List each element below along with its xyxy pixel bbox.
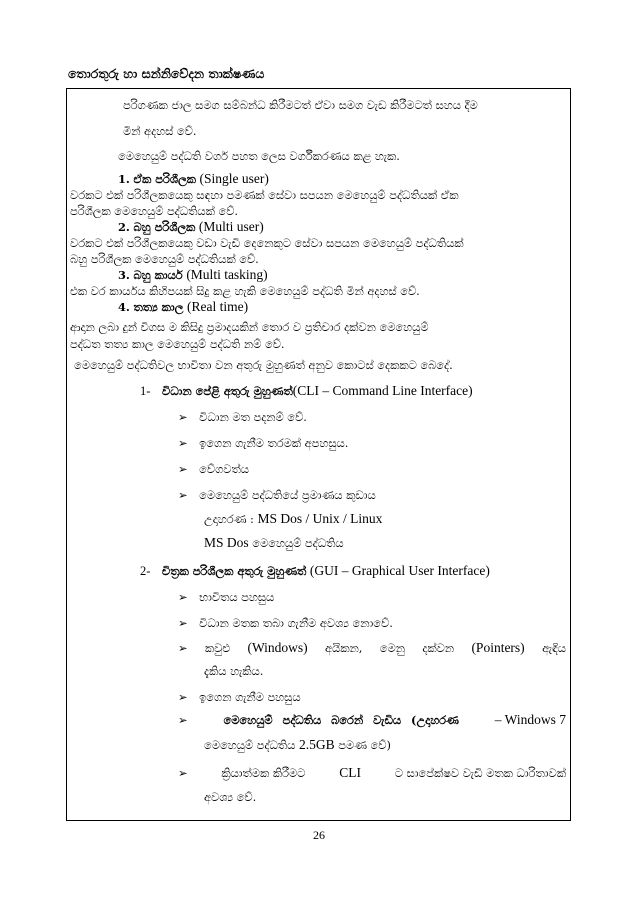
cli-point-2-text: ඉගෙන ගැනීම තරමක් අපහසුය. [199, 436, 349, 450]
gui-point-3-c: අයිකන, [325, 641, 363, 655]
gui-point-5-cont-end: පමණ වේ) [338, 738, 391, 752]
cli-example-2 [204, 536, 344, 550]
cli-point-1 [178, 410, 307, 424]
gui-num: 2- [140, 564, 151, 578]
gui-heading [140, 564, 490, 578]
gui-point-3-d: මෙනු [379, 641, 405, 655]
gui-en: (GUI – Graphical User Interface) [309, 563, 490, 578]
cli-example-label: උදාහරණ : [204, 512, 254, 526]
gui-point-1-text: භාවිතය පහසුය [199, 590, 275, 604]
intro-line-1: පරිගණක ජාල සමග සම්බන්ධ කිරීමටත් ඒවා සමග වැඩ කිරීමටත් සහය දීම [123, 98, 478, 112]
type-3-desc-1: එක වර කාර්යය කිහිපයක් සිදු කළ හැකි මෙහෙයුම් පද්ධති මින් අදහස් වේ. [70, 284, 420, 298]
cli-example [204, 512, 382, 526]
type-1-name: ඒක පරිශීලක [133, 172, 196, 186]
gui-point-6-b: CLI [339, 765, 361, 780]
bullet-icon: ➢ [178, 713, 188, 727]
intro-line-2: මින් අදහස් වේ. [123, 124, 197, 138]
bullet-icon: ➢ [178, 410, 188, 424]
type-3-name: බහු කාර්ය [133, 268, 183, 282]
type-1-desc-2: පරිශීලක මෙහෙයුම් පද්ධතියක් වේ. [70, 204, 239, 218]
cli-point-2 [178, 436, 348, 450]
intro-line-3: මෙහෙයුම් පද්ධති වර්ග පහත ලෙස වර්ගීකරණය කළ හැක. [118, 149, 400, 163]
gui-point-3-f: (Pointers) [471, 640, 525, 655]
type-3-title [118, 268, 268, 282]
cli-num: 1- [140, 384, 151, 398]
gui-point-4 [178, 690, 301, 704]
type-4-name: තත්‍ය කාල [133, 300, 184, 314]
bullet-icon: ➢ [178, 462, 188, 476]
bullet-icon: ➢ [178, 690, 188, 704]
cli-point-3 [178, 462, 249, 476]
gui-point-3-g: ඇඳිය [542, 641, 566, 655]
bullet-icon: ➢ [178, 436, 188, 450]
type-4-desc-2: පද්ධත තත්‍ය කාල මෙහෙයුම් පද්ධති නම් වේ. [70, 337, 285, 351]
gui-point-6-c: ට සාපේක්ෂව වැඩි මතක ධාරිතාවක් [394, 766, 566, 780]
type-3-num: 3. [118, 268, 130, 282]
gui-point-3 [178, 641, 566, 655]
gui-point-5-en: – Windows 7 [494, 712, 566, 727]
type-4-en: (Real time) [186, 299, 249, 314]
cli-point-3-text: වේගවත්ය [199, 462, 249, 476]
bullet-icon: ➢ [178, 641, 188, 655]
type-2-desc-2: බහු පරිශීලක මෙහෙයුම් පද්ධතියක් වේ. [70, 252, 259, 266]
gui-title: චිත්‍රක පරිශීලක අතුරු මුහුණත් [162, 564, 307, 578]
cli-point-4 [178, 488, 376, 502]
gui-point-5-bold: මෙහෙයුම් පද්ධතිය බරෙන් වැඩිය (උදාහරණ [223, 713, 459, 727]
gui-point-2 [178, 616, 393, 630]
gui-point-6 [178, 766, 566, 780]
cli-point-1-text: විධාන මත පදනම් වේ. [199, 410, 307, 424]
cli-en: (CLI – Command Line Interface) [292, 383, 473, 398]
bullet-icon: ➢ [178, 766, 188, 780]
gui-point-5-cont-si: මෙහෙයුම් පද්ධතිය [204, 738, 296, 752]
page-number: 26 [313, 828, 325, 842]
interfaces-intro: මෙහෙයුම් පද්ධතිවල භාවිතා වන අතුරු මුහුණත් අනුව කොටස් දෙකකට බෙදේ. [74, 358, 453, 372]
bullet-icon: ➢ [178, 616, 188, 630]
gui-point-3-b: (Windows) [247, 640, 308, 655]
gui-point-1 [178, 590, 274, 604]
gui-point-3-cont: දැකිය හැකිය. [204, 664, 264, 678]
gui-point-2-text: විධාන මතක තබා ගැනීම අවශ්‍ය නොවේ. [199, 616, 393, 630]
type-2-num: 2. [118, 220, 130, 234]
type-1-num: 1. [118, 172, 130, 186]
gui-point-3-e: දක්වන [422, 641, 455, 655]
type-4-title [118, 300, 248, 314]
type-2-name: බහු පරිශීලක [133, 220, 196, 234]
cli-example-value: MS Dos / Unix / Linux [257, 511, 383, 526]
type-1-desc-1: වරකට එක් පරිශීලකයෙකු සඳහා පමණක් සේවා සපයන මෙහෙයුම් පද්ධතියක් ඒක [70, 188, 459, 202]
cli-heading [140, 384, 473, 398]
gui-point-6-a: ක්‍රියාත්මක කිරීමට [221, 766, 306, 780]
cli-title: විධාන පේළි අතුරු මුහුණත් [162, 384, 293, 398]
gui-point-3-a: කවුළු [204, 641, 231, 655]
gui-point-5 [178, 713, 566, 727]
page-heading: තොරතුරු හා සන්නිවේදන තාක්ෂණය [68, 66, 265, 81]
type-1-title [118, 172, 269, 186]
bullet-icon: ➢ [178, 590, 188, 604]
type-3-en: (Multi tasking) [186, 267, 268, 282]
gui-point-5-cont [204, 738, 391, 752]
type-2-title [118, 220, 264, 234]
type-4-desc-1: ආදාන ලබා දුන් විගස ම කිසිදු ප්‍රමාදයකින් තොර ව ප්‍රතිචාර දක්වන මෙහෙයුම් [70, 320, 429, 334]
type-1-en: (Single user) [199, 171, 269, 186]
cli-example-2-si: මෙහෙයුම් පද්ධතිය [252, 536, 344, 550]
cli-example-2-en: MS Dos [204, 535, 249, 550]
bullet-icon: ➢ [178, 488, 188, 502]
gui-point-5-cont-en: 2.5GB [298, 737, 335, 752]
cli-point-4-text: මෙහෙයුම් පද්ධතියේ ප්‍රමාණය කුඩාය [199, 488, 376, 502]
gui-point-4-text: ඉගෙන ගැනීම පහසුය [199, 690, 301, 704]
type-2-en: (Multi user) [198, 219, 264, 234]
gui-point-6-cont: අවශ්‍ය වේ. [204, 790, 257, 804]
type-2-desc-1: වරකට එක් පරිශීලකයෙකු වඩා වැඩි දෙනෙකුට සේවා සපයන මෙහෙයුම් පද්ධතියක් [70, 236, 464, 250]
type-4-num: 4. [118, 300, 130, 314]
